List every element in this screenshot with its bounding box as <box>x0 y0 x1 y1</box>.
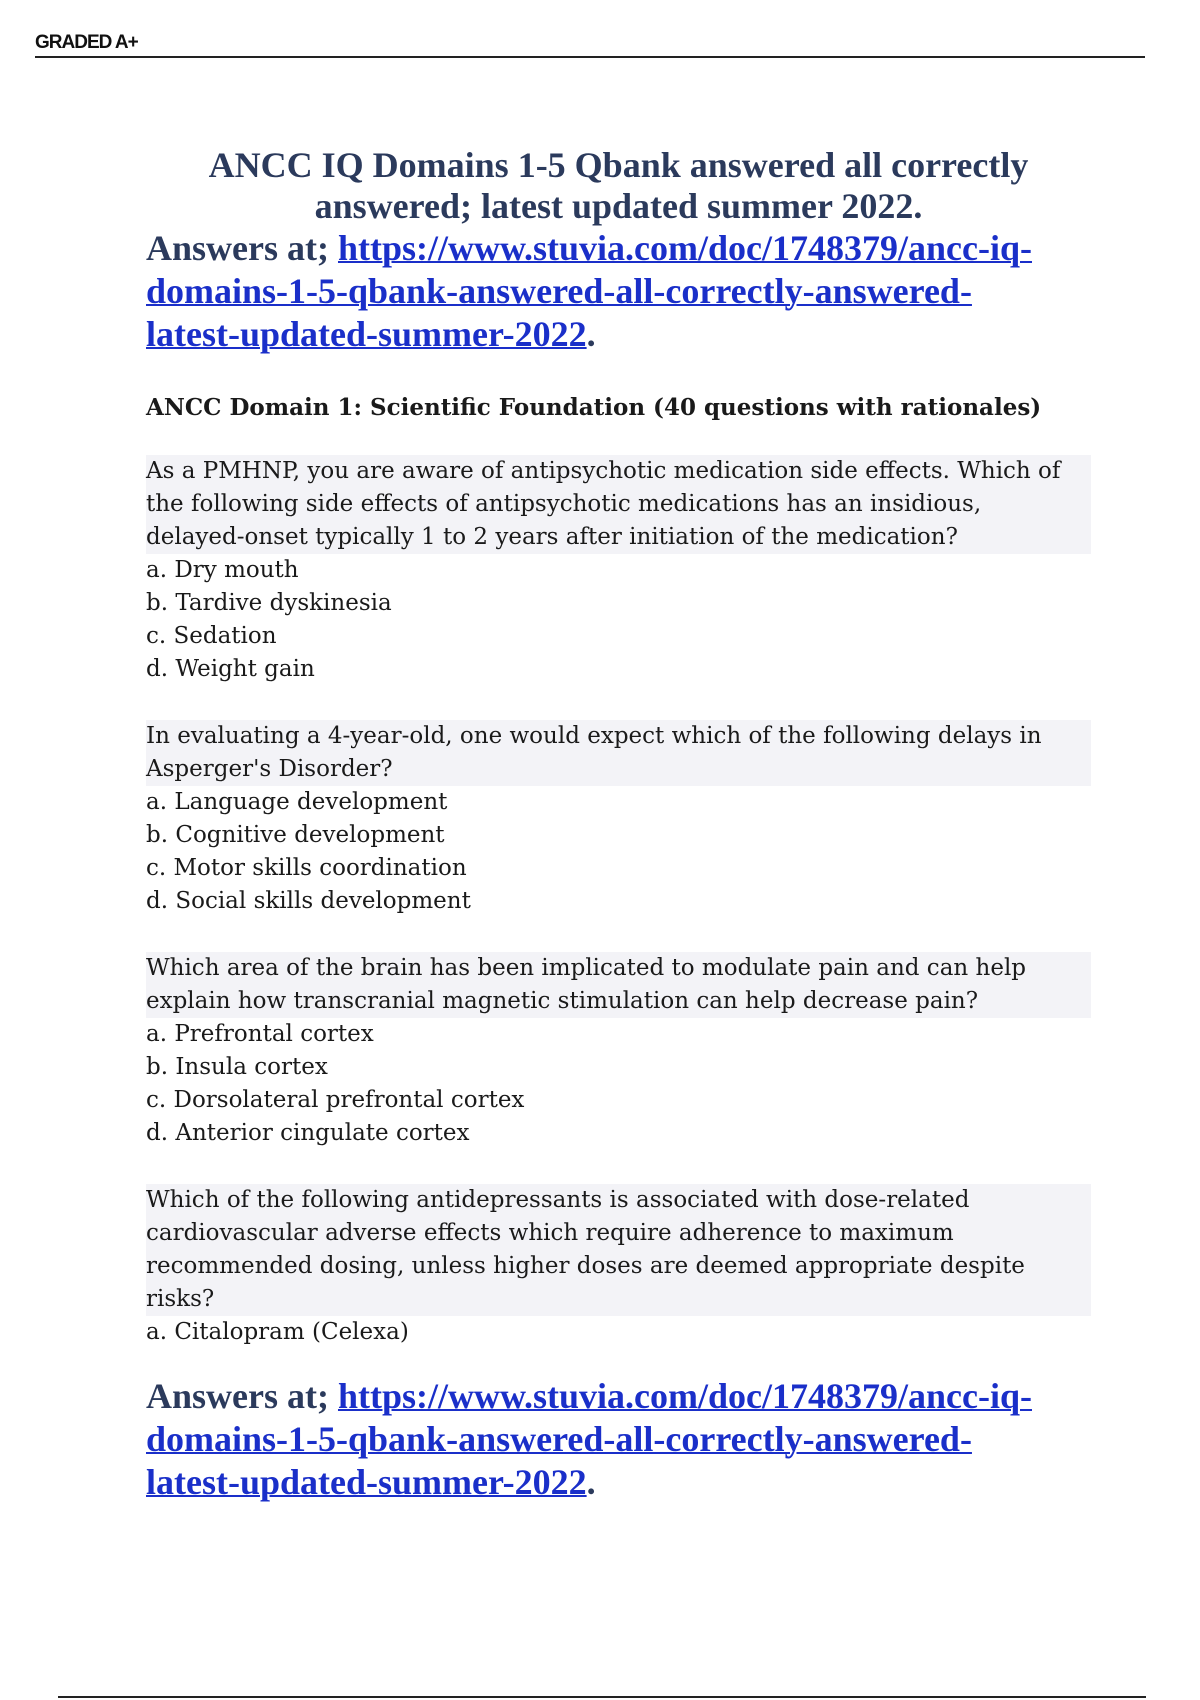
option-a: a. Dry mouth <box>146 557 299 583</box>
document-body <box>146 145 1091 1504</box>
page-header <box>35 30 1145 58</box>
question-stem: As a PMHNP, you are aware of antipsychotic medication side effects. Which of the following side effects of antipsychotic medications has an insidious, delayed-onset typically 1 to 2 years after initiation of the medication? <box>146 455 1091 554</box>
domain-heading: ANCC Domain 1: Scientific Foundation (40 questions with rationales) <box>146 394 1042 421</box>
graded-label: GRADED A+ <box>35 32 138 53</box>
question-3 <box>146 952 1091 1150</box>
question-stem: Which of the following antidepressants is associated with dose-related cardiovascular adverse effects which require adherence to maximum recommended dosing, unless higher doses are deemed appropriate despite risks? <box>146 1184 1091 1316</box>
option-b: b. Tardive dyskinesia <box>146 590 392 616</box>
question-stem: In evaluating a 4-year-old, one would expect which of the following delays in Asperger's Disorder? <box>146 720 1091 786</box>
answers-link-top: Answers at; https://www.stuvia.com/doc/1748379/ancc-iq- domains-1-5-qbank-answered-all-correctly-answered- latest-updated-summer-2022. <box>146 228 1032 354</box>
option-d: d. Social skills development <box>146 888 471 914</box>
question-2 <box>146 720 1091 918</box>
option-a: a. Citalopram (Celexa) <box>146 1319 409 1345</box>
option-c: c. Motor skills coordination <box>146 855 467 881</box>
title-line-2: answered; latest updated summer 2022. <box>314 186 923 226</box>
option-b: b. Cognitive development <box>146 822 445 848</box>
footer-rule <box>58 1696 1146 1698</box>
answers-url-link[interactable]: https://www.stuvia.com/doc/1748379/ancc-iq- domains-1-5-qbank-answered-all-correctly-answered- latest-updated-summer-2022 <box>146 228 1032 354</box>
option-b: b. Insula cortex <box>146 1054 328 1080</box>
answers-url-link[interactable]: https://www.stuvia.com/doc/1748379/ancc-iq- domains-1-5-qbank-answered-all-correctly-answered- latest-updated-summer-2022 <box>146 1376 1032 1502</box>
option-c: c. Dorsolateral prefrontal cortex <box>146 1087 525 1113</box>
option-a: a. Language development <box>146 789 448 815</box>
question-4 <box>146 1184 1091 1349</box>
question-1 <box>146 455 1091 686</box>
option-a: a. Prefrontal cortex <box>146 1021 374 1047</box>
answers-link-bottom: Answers at; https://www.stuvia.com/doc/1748379/ancc-iq- domains-1-5-qbank-answered-all-correctly-answered- latest-updated-summer-2022. <box>146 1376 1032 1502</box>
option-d: d. Weight gain <box>146 656 315 682</box>
option-c: c. Sedation <box>146 623 277 649</box>
title-line-1: ANCC IQ Domains 1-5 Qbank answered all correctly <box>208 145 1029 185</box>
answers-prefix: Answers at; <box>146 228 338 268</box>
question-stem: Which area of the brain has been implicated to modulate pain and can help explain how transcranial magnetic stimulation can help decrease pain? <box>146 952 1091 1018</box>
document-title <box>146 145 1091 227</box>
option-d: d. Anterior cingulate cortex <box>146 1120 470 1146</box>
